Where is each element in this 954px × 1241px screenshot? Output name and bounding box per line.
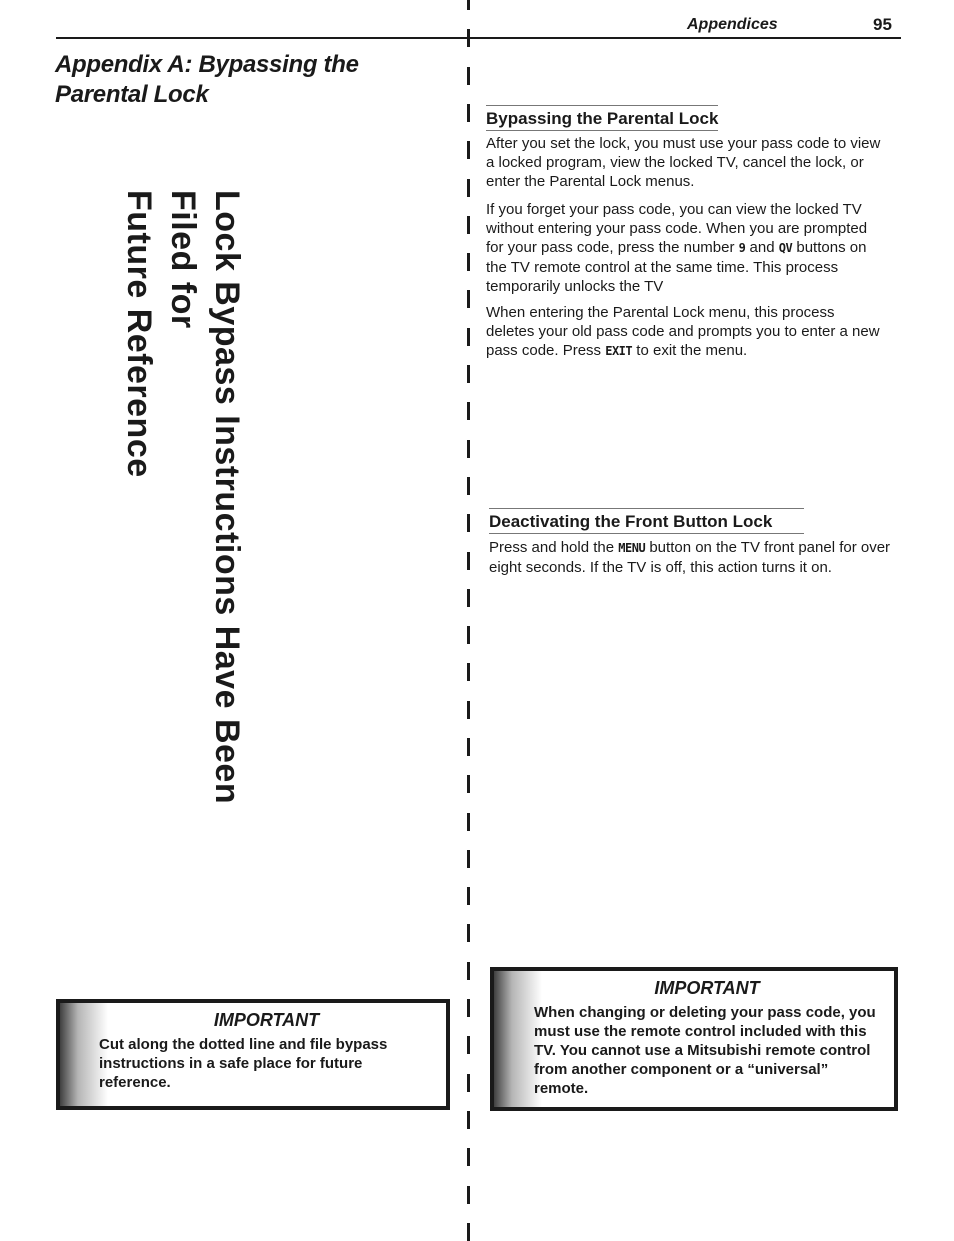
appendix-title <box>55 50 435 110</box>
appendix-title-line1: Appendix A: Bypassing the <box>55 51 359 78</box>
bypass-p2-text-c: buttons on the TV remote control at the same time. This process temporarily unlocks the TV <box>486 239 867 295</box>
cut-line-dash <box>467 29 470 47</box>
cut-line-dash <box>467 887 470 905</box>
important-title-left: IMPORTANT <box>213 1010 320 1030</box>
key-menu: MENU <box>618 541 646 555</box>
cut-line-dash <box>467 328 470 346</box>
important-text-right: When changing or deleting your pass code, you must use the remote control included with this TV. You cannot use a Mitsubishi remote control from another component or a “universal” remote. <box>534 1004 876 1097</box>
bypass-p2-text-a: If you forget your pass code, you can view the locked TV without entering your pass code. When you are prompted for your pass code, press the number <box>486 201 868 256</box>
bypass-p2-text-b: and <box>745 239 779 256</box>
cut-line-dash <box>467 0 470 10</box>
cut-line-dash <box>467 67 470 85</box>
cut-line-dash <box>467 701 470 719</box>
cut-line-dash <box>467 104 470 122</box>
important-box-right <box>490 967 898 1111</box>
bypass-paragraph-2 <box>486 200 886 296</box>
bypass-p3-text-a: When entering the Parental Lock menu, this process deletes your old pass code and prompts you to enter a new pass code. Press <box>486 304 880 359</box>
cut-line-dash <box>467 365 470 383</box>
bypass-paragraph-1: After you set the lock, you must use your pass code to view a locked program, view the locked TV, cancel the lock, or enter the Parental Lock menus. <box>486 135 881 190</box>
front-lock-text-a: Press and hold the <box>489 539 619 556</box>
rotated-filing-note <box>117 190 249 880</box>
cut-line-dash <box>467 179 470 197</box>
cut-line-dash <box>467 850 470 868</box>
cut-line-dash <box>467 1223 470 1241</box>
appendix-title-line2: Parental Lock <box>55 81 209 108</box>
key-exit: EXIT <box>605 344 633 358</box>
bypass-paragraph-3 <box>486 303 886 361</box>
important-box-left <box>56 999 450 1110</box>
cut-line-dash <box>467 552 470 570</box>
cut-line-dash <box>467 402 470 420</box>
key-9: 9 <box>738 241 746 255</box>
cut-line-dash <box>467 626 470 644</box>
header-rule <box>56 37 901 39</box>
cut-line-dash <box>467 775 470 793</box>
cut-line-dash <box>467 477 470 495</box>
cut-line-dash <box>467 738 470 756</box>
cut-line-dash <box>467 290 470 308</box>
cut-line-dash <box>467 141 470 159</box>
rotated-note-line1: Lock Bypass Instructions Have Been Filed for <box>164 190 246 805</box>
front-lock-paragraph <box>489 538 899 577</box>
cut-line-dash <box>467 999 470 1017</box>
front-lock-text-b: button on the TV front panel for over eight seconds. If the TV is off, this action turns it on. <box>489 539 891 576</box>
front-lock-heading: Deactivating the Front Button Lock <box>489 508 804 534</box>
page-number: 95 <box>873 15 892 34</box>
bypass-heading: Bypassing the Parental Lock <box>486 105 718 131</box>
cut-line-dash <box>467 1186 470 1204</box>
cut-line-dash <box>467 440 470 458</box>
cut-line-dash <box>467 1074 470 1092</box>
cut-line-dash <box>467 663 470 681</box>
important-text-left: Cut along the dotted line and file bypass instructions in a safe place for future reference. <box>99 1036 388 1091</box>
header-section-label: Appendices <box>687 16 778 33</box>
cut-line <box>466 0 472 1235</box>
important-title-right: IMPORTANT <box>654 978 760 998</box>
cut-line-dash <box>467 216 470 234</box>
cut-line-dash <box>467 514 470 532</box>
cut-line-dash <box>467 1148 470 1166</box>
cut-line-dash <box>467 253 470 271</box>
key-qv: QV <box>778 241 793 255</box>
cut-line-dash <box>467 962 470 980</box>
cut-line-dash <box>467 589 470 607</box>
cut-line-dash <box>467 924 470 942</box>
cut-line-dash <box>467 1111 470 1129</box>
bypass-p3-text-b: to exit the menu. <box>632 342 748 359</box>
cut-line-dash <box>467 813 470 831</box>
cut-line-dash <box>467 1036 470 1054</box>
rotated-note-line2: Future Reference <box>120 190 158 478</box>
